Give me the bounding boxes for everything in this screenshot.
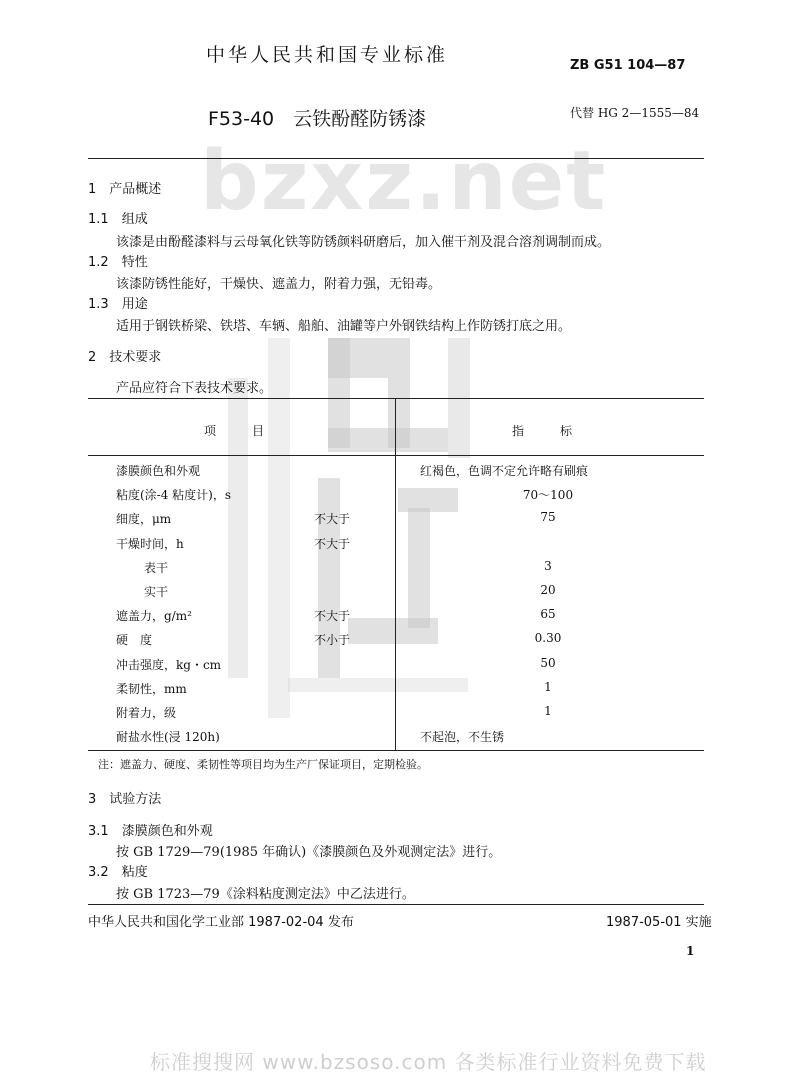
table-row-item: 干燥时间，h xyxy=(116,537,184,551)
page-number: 1 xyxy=(686,944,695,958)
section-1-2-text: 该漆防锈性能好，干燥快、遮盖力，附着力强，无铅毒。 xyxy=(116,277,442,292)
section-3-2-heading: 3.2 粘度 xyxy=(88,865,148,880)
site-watermark: bzxz.net xyxy=(200,134,608,229)
section-3-1-heading: 3.1 漆膜颜色和外观 xyxy=(88,824,213,839)
table-row-condition: 不小于 xyxy=(314,633,351,647)
table-row-value: 20 xyxy=(540,583,556,597)
table-row-item: 硬 度 xyxy=(116,633,153,647)
section-1-3-heading: 1.3 用途 xyxy=(88,297,148,312)
section-1-1-heading: 1.1 组成 xyxy=(88,212,148,227)
header-divider xyxy=(88,158,704,159)
table-header-rule xyxy=(88,455,704,456)
table-row-value: 1 xyxy=(544,704,552,718)
product-title: F53-40 云铁酚醛防锈漆 xyxy=(208,108,427,130)
table-row-condition: 不大于 xyxy=(314,609,351,623)
section-2-text: 产品应符合下表技术要求。 xyxy=(116,381,273,396)
table-row-value: 75 xyxy=(540,510,556,524)
section-1-3-text: 适用于钢铁桥梁、铁塔、车辆、船舶、油罐等户外钢铁结构上作防锈打底之用。 xyxy=(116,319,572,334)
section-3-1-text: 按 GB 1729—79(1985 年确认)《漆膜颜色及外观测定法》进行。 xyxy=(116,845,502,860)
table-row-condition: 不大于 xyxy=(314,537,351,551)
table-note: 注：遮盖力、硬度、柔韧性等项目均为生产厂保证项目，定期检验。 xyxy=(98,758,428,771)
table-row-item: 耐盐水性(浸 120h) xyxy=(116,730,220,744)
table-row-item: 遮盖力，g/m² xyxy=(116,609,192,623)
table-row-condition: 不大于 xyxy=(314,512,351,526)
table-row-item: 冲击强度，kg・cm xyxy=(116,658,222,672)
section-1-heading: 1 产品概述 xyxy=(88,182,162,197)
table-row-value: 3 xyxy=(544,559,552,573)
footer-divider xyxy=(88,904,704,905)
effective-date: 1987-05-01 实施 xyxy=(606,915,712,930)
table-row-item: 表干 xyxy=(144,561,169,575)
table-bottom-rule xyxy=(88,750,704,751)
table-header-index: 指 标 xyxy=(512,424,573,438)
table-row-value: 红褐色，色调不定允许略有刷痕 xyxy=(420,464,589,478)
table-column-divider xyxy=(395,398,396,750)
replaces-note: 代替 HG 2—1555—84 xyxy=(570,106,700,120)
table-row-value: 不起泡，不生锈 xyxy=(420,730,505,744)
issuer-line: 中华人民共和国化学工业部 1987-02-04 发布 xyxy=(88,915,354,930)
section-1-2-heading: 1.2 特性 xyxy=(88,255,148,270)
table-row-item: 实干 xyxy=(144,585,169,599)
table-row-item: 粘度(涂-4 粘度计)，s xyxy=(116,488,232,502)
table-row-item: 附着力，级 xyxy=(116,706,177,720)
table-row-item: 漆膜颜色和外观 xyxy=(116,464,201,478)
table-row-item: 细度，μm xyxy=(116,512,172,526)
table-row-value: 0.30 xyxy=(534,631,562,645)
org-title: 中华人民共和国专业标准 xyxy=(206,44,449,66)
table-top-rule xyxy=(88,398,704,399)
table-row-value: 50 xyxy=(540,656,556,670)
table-row-value: 1 xyxy=(544,680,552,694)
standard-code: ZB G51 104—87 xyxy=(570,58,686,73)
table-row-item: 柔韧性，mm xyxy=(116,682,187,696)
footer-watermark: 标准搜搜网 www.bzsoso.com 各类标准行业资料免费下载 xyxy=(150,1050,707,1074)
section-1-1-text: 该漆是由酚醛漆料与云母氧化铁等防锈颜料研磨后，加入催干剂及混合溶剂调制而成。 xyxy=(116,235,611,250)
section-3-2-text: 按 GB 1723—79《涂料粘度测定法》中乙法进行。 xyxy=(116,887,415,902)
table-row-value: 70～100 xyxy=(522,488,574,502)
table-header-item: 项 目 xyxy=(204,424,265,438)
table-row-value: 65 xyxy=(540,607,556,621)
section-3-heading: 3 试验方法 xyxy=(88,792,162,807)
section-2-heading: 2 技术要求 xyxy=(88,350,162,365)
